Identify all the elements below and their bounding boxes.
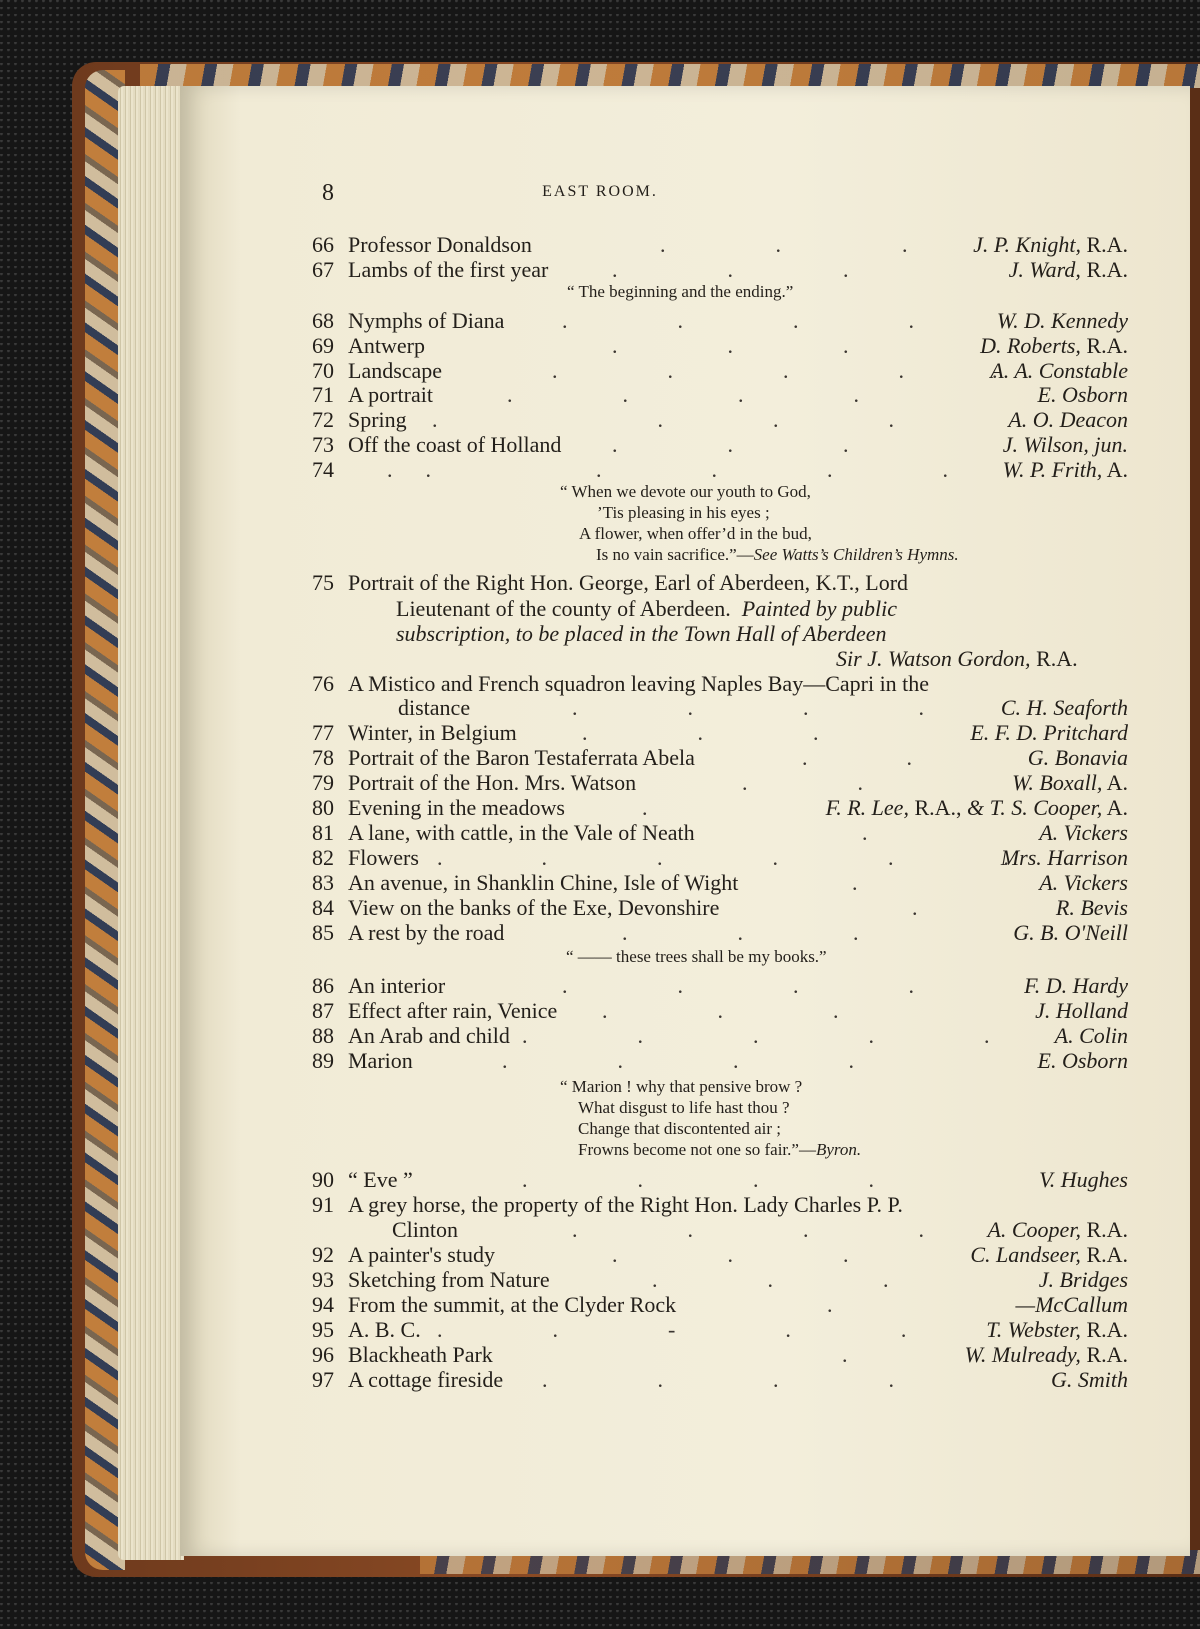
entry-number: 83 xyxy=(312,870,334,895)
entry-artist: R. Bevis xyxy=(1055,895,1128,920)
catalogue-entry: 82 Flowers . . . . . . Mrs. Harrison xyxy=(312,845,1128,870)
entry-title: Portrait of the Right Hon. George, Earl of Aberdeen, K.T., Lord xyxy=(348,570,909,595)
catalogue-entry: 74 . . . . . . W. P. Frith, A. xyxy=(312,457,1128,482)
entry-title: A painter's study xyxy=(348,1242,495,1267)
catalogue-entry: 72 Spring . . . . A. O. Deacon xyxy=(312,407,1128,432)
catalogue-entry: 95 A. B. C. . . - . . T. Webster, R.A. xyxy=(312,1317,1128,1342)
entry-artist: A. Cooper, R.A. xyxy=(987,1217,1128,1242)
entry-artist: W. Mulready, xyxy=(964,1342,1081,1367)
entry-artist: J. Holland xyxy=(1035,998,1128,1023)
entry-title: A Mistico and French squadron leaving Naples Bay—Capri in the xyxy=(348,671,930,696)
catalogue-entry: 77 Winter, in Belgium . . . E. F. D. Pritchard xyxy=(312,720,1128,745)
entry-number: 88 xyxy=(312,1023,334,1048)
entry-artist: E. Osborn xyxy=(1037,382,1128,407)
catalogue-entry: 93 Sketching from Nature . . . J. Bridges xyxy=(312,1267,1128,1292)
entry-title: Sketching from Nature xyxy=(348,1267,550,1292)
entry-title: A rest by the road xyxy=(348,920,505,945)
entry-number: 91 xyxy=(312,1192,334,1217)
entry-honour: R.A. xyxy=(1086,257,1128,282)
entry-title: An interior xyxy=(348,973,446,998)
entry-number: 94 xyxy=(312,1292,334,1317)
catalogue-entry: 84 View on the banks of the Exe, Devonshire . R. Bevis xyxy=(312,895,1128,920)
entry-title: Portrait of the Baron Testaferrata Abela xyxy=(348,745,695,770)
entry-number: 77 xyxy=(312,720,334,745)
entry-title: Blackheath Park xyxy=(348,1342,493,1367)
entry-number: 78 xyxy=(312,745,334,770)
entry-artist: —McCallum xyxy=(1015,1292,1128,1317)
entry-number: 96 xyxy=(312,1342,334,1367)
catalogue-entry: 79 Portrait of the Hon. Mrs. Watson . . W. Boxall, A. xyxy=(312,770,1128,795)
catalogue-entry: 90 “ Eve ” . . . . V. Hughes xyxy=(312,1167,1128,1192)
entry-title: Spring xyxy=(348,407,407,432)
entry-number: 86 xyxy=(312,973,334,998)
catalogue-entry: 69 Antwerp . . . D. Roberts, R.A. xyxy=(312,333,1128,358)
page-edges xyxy=(118,86,184,1560)
entry-title: Landscape xyxy=(348,358,443,383)
entry-artist: J. Wilson, jun. xyxy=(1002,432,1128,457)
entry-artist: E. F. D. Pritchard xyxy=(970,720,1128,745)
entry-title: Flowers xyxy=(348,845,419,870)
entry-title: Professor Donaldson xyxy=(348,232,532,257)
entry-number: 76 xyxy=(312,671,334,696)
entry-artist: A. Vickers xyxy=(1039,820,1128,845)
entry-artist: T. Webster, xyxy=(986,1317,1081,1342)
entry-title: A lane, with cattle, in the Vale of Neath xyxy=(348,820,695,845)
catalogue-entry: 87 Effect after rain, Venice . . . J. Holland xyxy=(312,998,1128,1023)
entry-number: 82 xyxy=(312,845,334,870)
entry-number: 92 xyxy=(312,1242,334,1267)
entry-title: Lambs of the first year xyxy=(348,257,549,282)
entry-number: 90 xyxy=(312,1167,334,1192)
entry-number: 80 xyxy=(312,795,334,820)
entry-number: 69 xyxy=(312,333,334,358)
entry-artist: A. Colin xyxy=(1054,1023,1128,1048)
entry-number: 67 xyxy=(312,257,334,282)
entry-artist: D. Roberts, xyxy=(980,333,1081,358)
entry-title: Marion xyxy=(348,1048,413,1073)
catalogue-entry: 81 A lane, with cattle, in the Vale of Neath . A. Vickers xyxy=(312,820,1128,845)
catalogue-entry: 67 Lambs of the first year . . . J. Ward, R.A. xyxy=(312,257,1128,282)
entry-number: 73 xyxy=(312,432,334,457)
entry-artist: W. Boxall, xyxy=(1012,770,1103,795)
catalogue-entry xyxy=(312,1192,1132,1218)
entry-artist: J. Ward, xyxy=(1008,257,1081,282)
catalogue-entry: 68 Nymphs of Diana . . . . W. D. Kennedy xyxy=(312,308,1128,333)
entry-artist: E. Osborn xyxy=(1037,1048,1128,1073)
epigraph: “ —— these trees shall be my books.” xyxy=(566,947,827,966)
catalogue-entry: 70 Landscape . . . . . A. A. Constable xyxy=(312,358,1128,383)
entry-title: “ Eve ” xyxy=(348,1167,413,1192)
entry-number: 68 xyxy=(312,308,334,333)
catalogue-entry: 88 An Arab and child . . . . . A. Colin xyxy=(312,1023,1128,1048)
entry-artist: V. Hughes xyxy=(1039,1167,1128,1192)
entry-title: An avenue, in Shanklin Chine, Isle of Wight xyxy=(348,870,739,895)
catalogue-entry: 97 A cottage fireside . . . . G. Smith xyxy=(312,1367,1128,1392)
entry-honour: A. xyxy=(1106,457,1128,482)
entry-title: From the summit, at the Clyder Rock xyxy=(348,1292,677,1317)
entry-title: Evening in the meadows xyxy=(348,795,565,820)
entry-artist: G. B. O'Neill xyxy=(1013,920,1128,945)
entry-number: 75 xyxy=(312,570,334,595)
entry-artist: C. H. Seaforth xyxy=(1000,695,1128,720)
catalogue-entry: 78 Portrait of the Baron Testaferrata Abela . . G. Bonavia xyxy=(312,745,1128,770)
entry-number: 93 xyxy=(312,1267,334,1292)
catalogue-entry: 83 An avenue, in Shanklin Chine, Isle of Wight . A. Vickers xyxy=(312,870,1128,895)
entry-number: 89 xyxy=(312,1048,334,1073)
entry-title: View on the banks of the Exe, Devonshire xyxy=(348,895,720,920)
entry-title: A cottage fireside xyxy=(348,1367,504,1392)
entry-number: 81 xyxy=(312,820,334,845)
entry-artist: J. P. Knight, xyxy=(973,232,1081,257)
entry-title: A grey horse, the property of the Right Hon. Lady Charles P. P. xyxy=(348,1192,903,1217)
entry-title: Off the coast of Holland xyxy=(348,432,562,457)
entry-title: A portrait xyxy=(348,382,433,407)
entry-title: Antwerp xyxy=(348,333,425,358)
catalogue-entry: 89 Marion . . . . E. Osborn xyxy=(312,1048,1128,1073)
entry-artist: W. D. Kennedy xyxy=(996,308,1128,333)
entry-number: 72 xyxy=(312,407,334,432)
entry-artist: G. Smith xyxy=(1051,1367,1128,1392)
entry-number: 70 xyxy=(312,358,334,383)
entry-title: Nymphs of Diana xyxy=(348,308,505,333)
entry-number: 71 xyxy=(312,382,334,407)
entry-honour: R.A. xyxy=(1086,333,1128,358)
entry-title: Portrait of the Hon. Mrs. Watson xyxy=(348,770,637,795)
entry-artist: J. Bridges xyxy=(1038,1267,1128,1292)
catalogue-entry: 73 Off the coast of Holland . . . J. Wilson, jun. xyxy=(312,432,1128,457)
entry-number: 79 xyxy=(312,770,334,795)
catalogue-entry: 80 Evening in the meadows . F. R. Lee, R.A., & T. S. Cooper, A. xyxy=(312,795,1128,820)
entry-artist: W. P. Frith, xyxy=(1002,457,1103,482)
entry-artist: Mrs. Harrison xyxy=(1000,845,1128,870)
entry-number: 85 xyxy=(312,920,334,945)
entry-number: 87 xyxy=(312,998,334,1023)
catalogue-entry: 85 A rest by the road . . . G. B. O'Neill xyxy=(312,920,1128,945)
entry-title: An Arab and child xyxy=(348,1023,510,1048)
running-head: EAST ROOM. xyxy=(542,183,658,200)
entry-number: 95 xyxy=(312,1317,334,1342)
epigraph: “ The beginning and the ending.” xyxy=(567,282,794,301)
entry-artist: Sir J. Watson Gordon, R.A. xyxy=(836,646,1078,671)
catalogue-entry: 86 An interior . . . . F. D. Hardy xyxy=(312,973,1128,998)
entry-artist: F. D. Hardy xyxy=(1024,973,1128,998)
catalogue-entry: 96 Blackheath Park . W. Mulready, R.A. xyxy=(312,1342,1128,1367)
entry-artist: A. O. Deacon xyxy=(1008,407,1128,432)
entry-number: 74 xyxy=(312,457,334,482)
catalogue-entry xyxy=(312,570,1132,596)
entry-artist: F. R. Lee, R.A., & T. S. Cooper, A. xyxy=(825,795,1128,820)
page-number: 8 xyxy=(322,180,334,206)
entry-honour: R.A. xyxy=(1086,232,1128,257)
catalogue-entry: 66 Professor Donaldson . . . J. P. Knight, R.A. xyxy=(312,232,1128,257)
marbled-edge-top xyxy=(140,64,1200,88)
entry-title: A. B. C. xyxy=(348,1317,421,1342)
entry-artist: C. Landseer, xyxy=(970,1242,1081,1267)
entry-number: 84 xyxy=(312,895,334,920)
catalogue-entry: 71 A portrait . . . . E. Osborn xyxy=(312,382,1128,407)
catalogue-entry xyxy=(312,671,1132,697)
catalogue-entry: 92 A painter's study . . . C. Landseer, R.A. xyxy=(312,1242,1128,1267)
entry-number: 66 xyxy=(312,232,334,257)
entry-artist: A. Vickers xyxy=(1039,870,1128,895)
catalogue-entry: 94 From the summit, at the Clyder Rock . —McCallum xyxy=(312,1292,1128,1317)
entry-artist: G. Bonavia xyxy=(1027,745,1128,770)
entry-title: Winter, in Belgium xyxy=(348,720,517,745)
entry-title: Effect after rain, Venice xyxy=(348,998,558,1023)
entry-number: 97 xyxy=(312,1367,334,1392)
entry-artist: A. A. Constable xyxy=(990,358,1128,383)
